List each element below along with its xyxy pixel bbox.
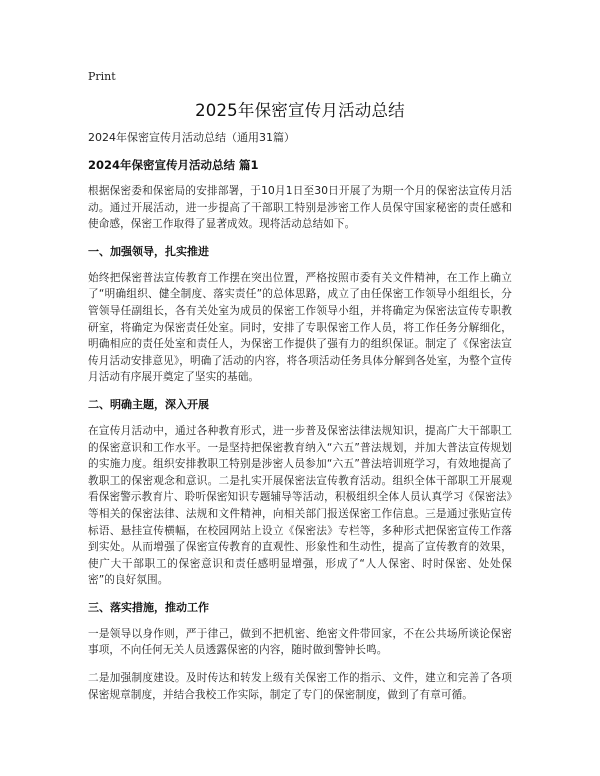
intro-paragraph: 根据保密委和保密局的安排部署，于10月1日至30日开展了为期一个月的保密法宣传月活动。通过开展活动，进一步提高了干部职工特别是涉密工作人员保守国家秘密的责任感和使命感，保密工作取得了显著成效。现将活动总结如下。 xyxy=(88,185,512,231)
section-paragraph-3a: 一是领导以身作则，严于律己，做到不把机密、绝密文件带回家，不在公共场所谈论保密事项，不向任何无关人员透露保密的内容，随时做到警钟长鸣。 xyxy=(88,627,512,657)
article-heading: 2024年保密宣传月活动总结 篇1 xyxy=(88,158,259,172)
section-paragraph-1: 始终把保密普法宣传教育工作摆在突出位置，严格按照市委有关文件精神，在工作上确立了“明确组织、健全制度、落实责任”的总体思路，成立了由任保密工作领导小组组长，分管领导任副组长，各有关处室为成员的保密工作领导小组，并将确定为保密法宣传专职教研室，将确定为保密责任处室。同时，安排了专职保密工作人员，将工作任务分解细化，明确相应的责任处室和责任人，为保密工作提供了强有力的组织保证。制定了《保密法宣传月活动安排意见》，明确了活动的内容，将各项活动任务具体分解到各处室，为整个宣传月活动有序展开奠定了坚实的基础。 xyxy=(88,271,512,384)
section-heading-1: 一、加强领导，扎实推进 xyxy=(88,244,209,258)
section-heading-3: 三、落实措施，推动工作 xyxy=(88,600,209,614)
section-paragraph-2: 在宣传月活动中，通过各种教育形式，进一步普及保密法律法规知识，提高广大干部职工的保密意识和工作水平。一是坚持把保密教育纳入“六五”普法规划，并加大普法宣传规划的实施力度。组织安排教职工特别是涉密人员参加“六五”普法培训班学习，有效地提高了教职工的保密观念和意识。二是扎实开展保密法宣传教育活动。组织全体干部职工开展观看保密警示教育片、聆听保密知识专题辅导等活动，积极组织全体人员认真学习《保密法》等相关的保密法律、法规和文件精神，向相关部门报送保密工作信息。三是通过张贴宣传标语、悬挂宣传横幅，在校园网站上设立《保密法》专栏等，多种形式把保密宣传工作落到实处。从而增强了保密宣传教育的直观性、形象性和生动性，提高了宣传教育的效果，使广大干部职工的保密意识和责任感明显增强，形成了“人人保密、时时保密、处处保密”的良好氛围。 xyxy=(88,424,512,587)
article-body xyxy=(88,130,512,714)
section-paragraph-3b: 二是加强制度建设。及时传达和转发上级有关保密工作的指示、文件，建立和完善了各项保密规章制度，并结合我校工作实际，制定了专门的保密制度，做到了有章可循。 xyxy=(88,672,512,701)
page-title: 2025年保密宣传月活动总结 xyxy=(195,101,405,120)
section-heading-2: 二、明确主题，深入开展 xyxy=(88,397,209,411)
collection-subtitle: 2024年保密宣传月活动总结（通用31篇） xyxy=(88,131,295,144)
print-link[interactable]: Print xyxy=(88,70,116,83)
